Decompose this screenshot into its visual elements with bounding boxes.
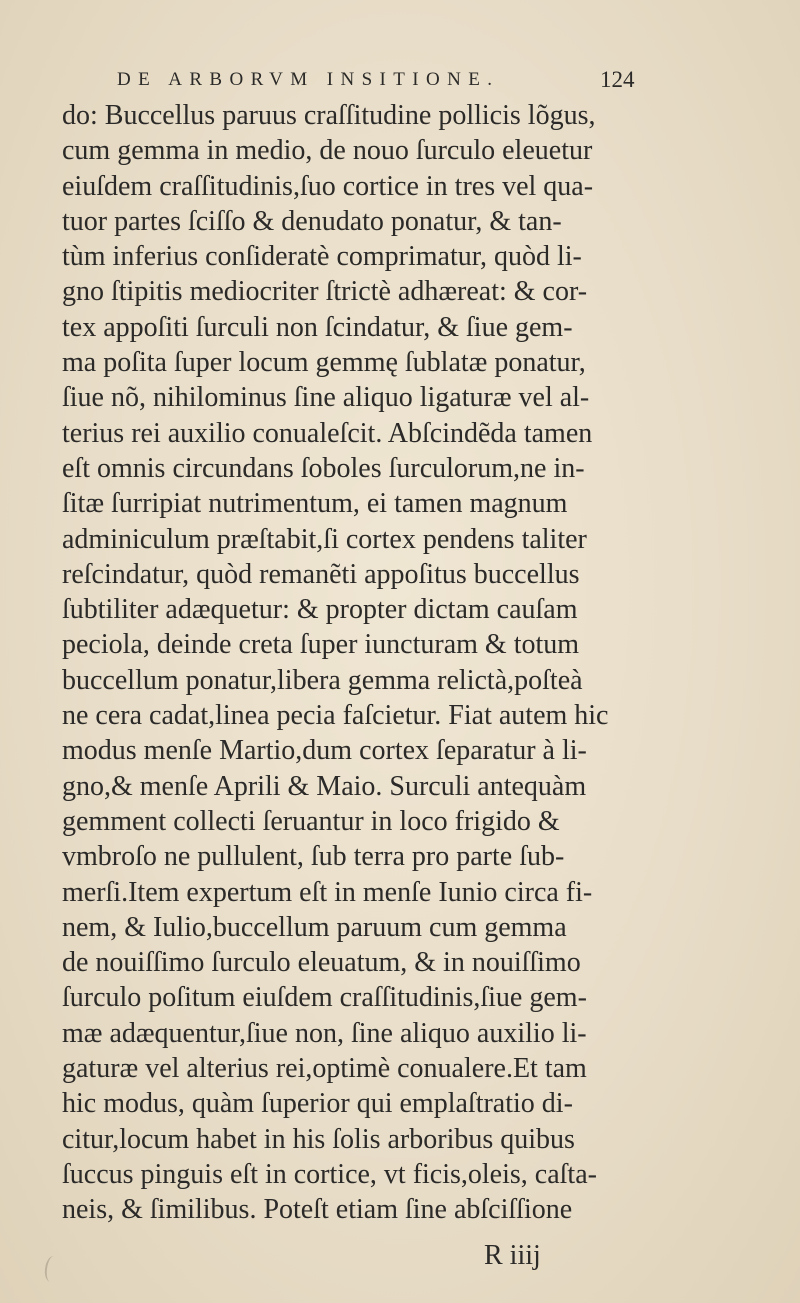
text-line: ſurculo poſitum eiuſdem craſſitudinis,ſiue gem- — [62, 982, 587, 1014]
text-line: ſiue nõ, nihilominus ſine aliquo ligaturæ vel al- — [62, 382, 590, 414]
text-line: ſitæ ſurripiat nutrimentum, ei tamen magnum — [62, 488, 568, 520]
text-line: ſuccus pinguis eſt in cortice, vt ficis,oleis, caſta- — [62, 1158, 597, 1190]
text-line: ſubtiliter adæquetur: & propter dictam cauſam — [62, 594, 578, 626]
text-line: vmbroſo ne pullulent, ſub terra pro parte ſub- — [62, 841, 565, 873]
text-line: mæ adæquentur,ſiue non, ſine aliquo auxilio li- — [62, 1017, 587, 1049]
page-header — [117, 62, 667, 98]
text-line: adminiculum præſtabit,ſi cortex pendens taliter — [62, 523, 587, 555]
text-line: reſcindatur, quòd remanẽti appoſitus buccellus — [62, 558, 580, 590]
text-line: citur,locum habet in his ſolis arboribus quibus — [62, 1123, 575, 1155]
text-line: modus menſe Martio,dum cortex ſeparatur à li- — [62, 735, 587, 767]
text-line: de nouiſſimo ſurculo eleuatum, & in nouiſſimo — [62, 947, 581, 979]
text-line: cum gemma in medio, de nouo ſurculo eleuetur — [62, 135, 593, 167]
signature-mark: R iiij — [484, 1240, 541, 1271]
text-line: tùm inferius conſideratè comprimatur, quòd li- — [62, 241, 582, 273]
text-line: ma poſita ſuper locum gemmę ſublatæ ponatur, — [62, 347, 586, 379]
text-line: tuor partes ſciſſo & denudato ponatur, & tan- — [62, 205, 562, 237]
text-line: gaturæ vel alterius rei,optimè conualere.Et tam — [62, 1053, 587, 1085]
text-line: buccellum ponatur,libera gemma relictà,poſteà — [62, 664, 583, 696]
text-line: merſi.Item expertum eſt in menſe Iunio circa fi- — [62, 876, 593, 908]
text-line: peciola, deinde creta ſuper iuncturam & totum — [62, 629, 580, 661]
text-line: neis, & ſimilibus. Poteſt etiam ſine abſciſſione — [62, 1194, 573, 1226]
body-text — [62, 98, 682, 1228]
running-head: DE ARBORVM INSITIONE. — [117, 69, 500, 90]
text-line: eiuſdem craſſitudinis,ſuo cortice in tres vel qua- — [62, 170, 594, 202]
text-line: gemment collecti ſeruantur in loco frigido & — [62, 805, 560, 837]
page-number: 124 — [600, 67, 635, 92]
text-line: hic modus, quàm ſuperior qui emplaſtratio di- — [62, 1088, 573, 1120]
text-line: eſt omnis circundans ſoboles ſurculorum,ne in- — [62, 452, 585, 484]
text-line: tex appoſiti ſurculi non ſcindatur, & ſiue gem- — [62, 311, 573, 343]
text-line: do: Buccellus paruus craſſitudine pollicis lõgus, — [62, 100, 596, 131]
text-line: ne cera cadat,linea pecia faſcietur. Fiat autem hic — [62, 700, 609, 732]
text-line: gno,& menſe Aprili & Maio. Surculi antequàm — [62, 770, 587, 802]
page-footer — [0, 1236, 800, 1276]
text-line: terius rei auxilio conualeſcit. Abſcindẽda tamen — [62, 417, 593, 449]
text-line: nem, & Iulio,buccellum paruum cum gemma — [62, 911, 567, 943]
text-line: gno ſtipitis mediocriter ſtrictè adhæreat: & cor- — [62, 276, 588, 308]
